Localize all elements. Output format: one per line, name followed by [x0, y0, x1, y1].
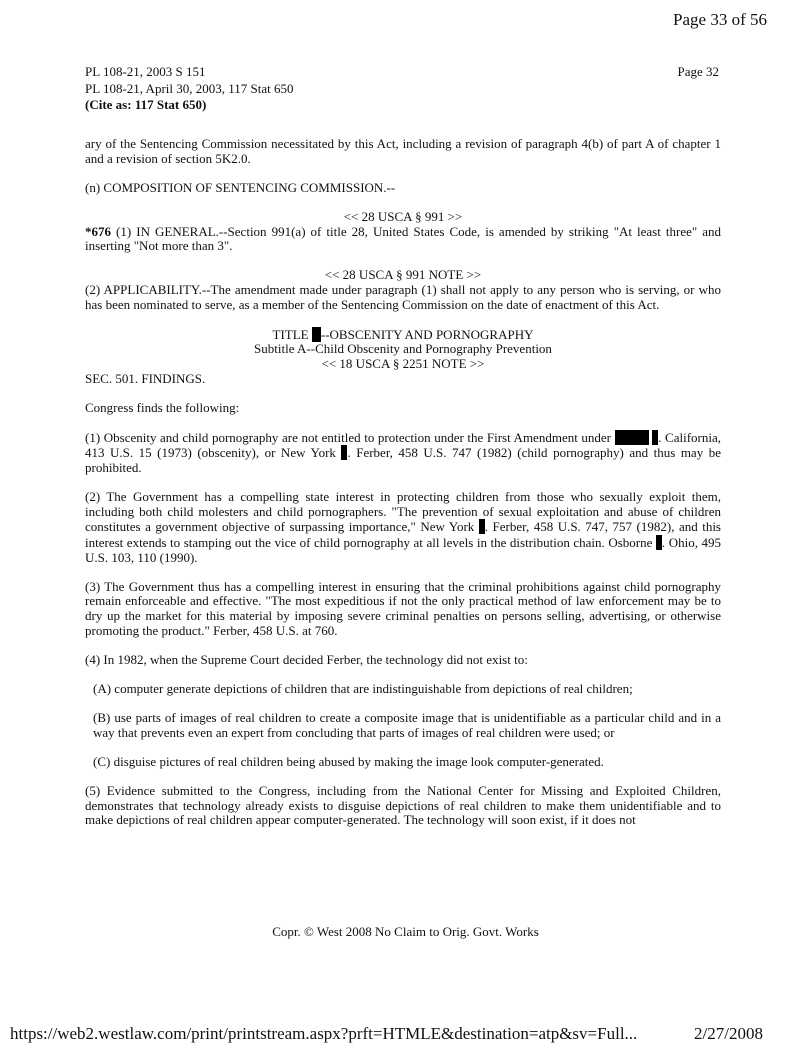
usca-reference: << 28 USCA § 991 NOTE >>	[324, 267, 482, 283]
print-date: 2/27/2008	[694, 1024, 763, 1043]
finding-4b: (B) use parts of images of real children to create a composite image that is unidentifiable as a particular child and in a way that prevents even an expert from concluding that parts of images of real children were used; or	[93, 710, 721, 740]
finding-4c: (C) disguise pictures of real children being abused by making the image look computer-generated.	[93, 753, 604, 769]
finding-5: (5) Evidence submitted to the Congress, including from the National Center for Missing and Exploited Children, demonstrates that technology already exists to disguise depictions of real children to make them unidentifiable and to make depictions of real children appear computer-generated. The technology will soon exist, if it does not	[85, 783, 721, 828]
usca-reference: << 28 USCA § 991 >>	[343, 208, 463, 224]
paragraph-text: (1) IN GENERAL.--Section 991(a) of title 28, United States Code, is amended by striking "At least three" and inserting "Not more than 3".	[85, 223, 721, 254]
print-page-count: Page 33 of 56	[673, 10, 767, 29]
star-page: *676	[85, 223, 111, 239]
paragraph	[85, 225, 721, 254]
finding-4a: (A) computer generate depictions of children that are indistinguishable from depictions of real children;	[93, 680, 633, 696]
redaction	[312, 327, 321, 342]
citation-line-1: PL 108-21, 2003 S 151	[85, 64, 206, 79]
redaction	[615, 430, 649, 445]
text: . Ohio, 495 U.S. 103, 110 (1990).	[85, 535, 721, 565]
title-text: TITLE	[272, 326, 312, 342]
text: . California, 413 U.S. 15 (1973) (obscenity), or New York	[85, 429, 721, 461]
text: (2) The Government has a compelling state interest in protecting children from those who sexually exploit them, including both child molesters and child pornographers. "The prevention of sexual exploitation and abuse of children constitutes a government objective of surpassing importance," New York	[85, 489, 721, 535]
copyright-footer: Copr. © West 2008 No Claim to Orig. Govt. Works	[272, 924, 539, 939]
paragraph: (2) APPLICABILITY.--The amendment made under paragraph (1) shall not apply to any person who is serving, or who has been nominated to serve, as a member of the Sentencing Commission on the date of enactment of this Act.	[85, 281, 721, 312]
document-page-number: Page 32	[677, 64, 719, 79]
section-heading: SEC. 501. FINDINGS.	[85, 370, 206, 386]
text: (1) Obscenity and child pornography are not entitled to protection under the First Amendment under	[85, 429, 615, 445]
finding-1	[85, 430, 721, 476]
subtitle-heading: Subtitle A--Child Obscenity and Pornography Prevention	[254, 341, 552, 357]
finding-2	[85, 490, 721, 565]
title-heading	[85, 327, 721, 343]
citation-line-2: PL 108-21, April 30, 2003, 117 Stat 650	[85, 80, 294, 96]
cite-as: (Cite as: 117 Stat 650)	[85, 97, 207, 112]
title-text: --OBSCENITY AND PORNOGRAPHY	[320, 326, 534, 342]
text: . Ferber, 458 U.S. 747 (1982) (child pornography) and thus may be prohibited.	[85, 445, 721, 476]
section-heading: (n) COMPOSITION OF SENTENCING COMMISSION.--	[85, 179, 396, 195]
paragraph: ary of the Sentencing Commission necessitated by this Act, including a revision of paragraph 4(b) of part A of chapter 1 and a revision of section 5K2.0.	[85, 136, 721, 166]
document-citation-header	[85, 64, 293, 114]
print-url: https://web2.westlaw.com/print/printstream.aspx?prft=HTMLE&destination=atp&sv=Full...	[10, 1024, 638, 1043]
paragraph: Congress finds the following:	[85, 399, 240, 415]
text: . Ferber, 458 U.S. 747, 757 (1982), and this interest extends to stamping out the vice of child pornography at all levels in the distribution chain. Osborne	[85, 519, 721, 551]
finding-3: (3) The Government thus has a compelling interest in ensuring that the criminal prohibitions against child pornography remain enforceable and effective. "The most expeditious if not the only practical method of law enforcement may be to dry up the market for this material by imposing severe criminal penalties on persons selling, advertising, or otherwise promoting the product." Ferber, 458 U.S. at 760.	[85, 578, 721, 638]
usca-reference: << 18 USCA § 2251 NOTE >>	[321, 355, 485, 371]
document-body	[85, 137, 721, 843]
finding-4: (4) In 1982, when the Supreme Court decided Ferber, the technology did not exist to:	[85, 651, 528, 667]
